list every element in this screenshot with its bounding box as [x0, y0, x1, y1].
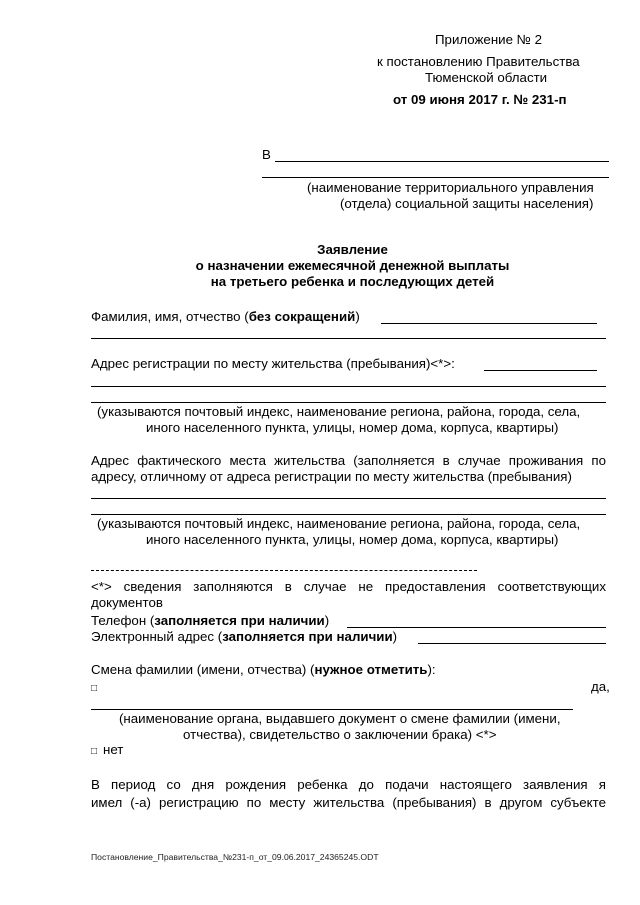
- phone-input-line[interactable]: [347, 627, 606, 628]
- name-change-label: Смена фамилии (имени, отчества) (нужное отметить):: [91, 662, 436, 677]
- reg-address-caption-2: иного населенного пункта, улицы, номер дома, корпуса, квартиры): [146, 420, 559, 435]
- addressee-line-2: [262, 177, 609, 178]
- addressee-caption-2: (отдела) социальной защиты населения): [340, 196, 594, 211]
- organ-input-line[interactable]: [91, 709, 573, 710]
- no-checkbox[interactable]: □: [91, 746, 98, 757]
- organ-caption-1: (наименование органа, выдавшего документ о смене фамилии (имени,: [119, 711, 561, 726]
- reg-address-caption-1: (указываются почтовый индекс, наименование региона, района, города, села,: [97, 404, 581, 419]
- actual-address-label-1: Адрес фактического места жительства (заполняется в случае проживания по: [91, 453, 606, 468]
- period-line-1: В период со дня рождения ребенка до подачи настоящего заявления я: [91, 777, 606, 792]
- actual-address-caption-2: иного населенного пункта, улицы, номер дома, корпуса, квартиры): [146, 532, 559, 547]
- resolution-label: к постановлению Правительства: [377, 54, 580, 69]
- addressee-prefix: В: [262, 147, 271, 162]
- footnote-line-2: документов: [91, 595, 163, 610]
- email-input-line[interactable]: [418, 643, 606, 644]
- date-number-label: от 09 июня 2017 г. № 231-п: [393, 92, 567, 107]
- phone-label: Телефон (заполняется при наличии): [91, 613, 330, 628]
- title-line-1: Заявление: [317, 242, 388, 257]
- appendix-label: Приложение № 2: [435, 32, 543, 47]
- yes-label: да,: [591, 679, 610, 694]
- addressee-caption-1: (наименование территориального управления: [307, 180, 594, 195]
- actual-address-label-2: адресу, отличному от адреса регистрации по месту жительства (пребывания): [91, 469, 572, 484]
- email-label: Электронный адрес (заполняется при наличии): [91, 629, 398, 644]
- reg-address-line-1[interactable]: [484, 370, 597, 371]
- footnote-line-1: <*> сведения заполняются в случае не предоставления соответствующих: [91, 579, 606, 594]
- fio-label: Фамилия, имя, отчество (без сокращений): [91, 309, 360, 324]
- period-line-2: имел (-а) регистрацию по месту жительства (пребывания) в другом субъекте: [91, 795, 606, 810]
- fio-input-line[interactable]: [381, 323, 597, 324]
- title-line-3: на третьего ребенка и последующих детей: [210, 274, 495, 289]
- no-label: нет: [103, 742, 124, 757]
- footer-doc-name: Постановление_Правительства_№231-п_от_09.06.2017_24365245.ODT: [91, 852, 379, 862]
- actual-address-line-2[interactable]: [91, 514, 606, 515]
- footnote-separator: [91, 570, 477, 571]
- reg-address-line-3[interactable]: [91, 402, 606, 403]
- actual-address-caption-1: (указываются почтовый индекс, наименование региона, района, города, села,: [97, 516, 581, 531]
- reg-address-line-2[interactable]: [91, 386, 606, 387]
- organ-caption-2: отчества), свидетельство о заключении брака) <*>: [183, 727, 497, 742]
- reg-address-label: Адрес регистрации по месту жительства (пребывания)<*>:: [91, 356, 455, 371]
- title-line-2: о назначении ежемесячной денежной выплаты: [195, 258, 510, 273]
- region-label: Тюменской области: [425, 70, 548, 85]
- actual-address-line-1[interactable]: [91, 498, 606, 499]
- addressee-line-1: [275, 161, 609, 162]
- fio-input-line-2[interactable]: [91, 338, 606, 339]
- yes-checkbox[interactable]: □: [91, 683, 98, 694]
